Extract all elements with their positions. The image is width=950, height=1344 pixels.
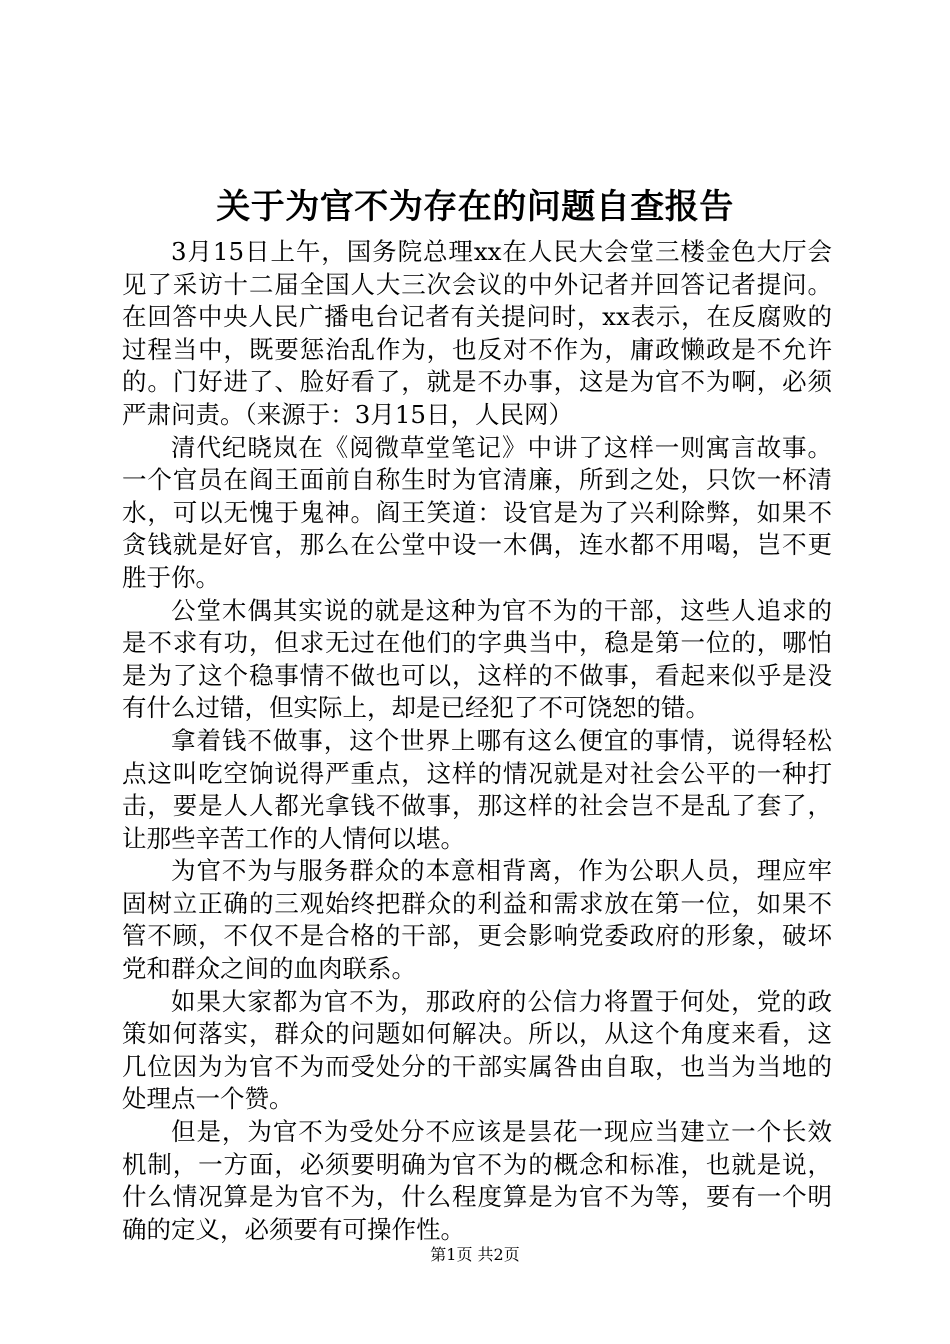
page-number-footer: 第1页 共2页	[430, 1245, 520, 1264]
paragraph: 3月15日上午，国务院总理xx在人民大会堂三楼金色大厅会见了采访十二届全国人大三次会议的中外记者并回答记者提问。在回答中央人民广播电台记者有关提问时，xx表示，在反腐败的过程当中，既要惩治乱作为，也反对不作为，庸政懒政是不允许的。门好进了、脸好看了，就是不办事，这是为官不为啊，必须严肃问责。（来源于：3月15日，人民网）	[122, 237, 832, 429]
paragraph: 公堂木偶其实说的就是这种为官不为的干部，这些人追求的是不求有功，但求无过在他们的字典当中，稳是第一位的，哪怕是为了这个稳事情不做也可以，这样的不做事，看起来似乎是没有什么过错，但实际上，却是已经犯了不可饶恕的错。	[122, 595, 832, 723]
document-title: 关于为官不为存在的问题自查报告	[216, 187, 734, 227]
paragraph: 清代纪晓岚在《阅微草堂笔记》中讲了这样一则寓言故事。一个官员在阎王面前自称生时为官清廉，所到之处，只饮一杯清水，可以无愧于鬼神。阎王笑道：设官是为了兴利除弊，如果不贪钱就是好官，那么在公堂中设一木偶，连水都不用喝，岂不更胜于你。	[122, 432, 832, 592]
paragraph: 但是，为官不为受处分不应该是昙花一现应当建立一个长效机制，一方面，必须要明确为官不为的概念和标准，也就是说，什么情况算是为官不为，什么程度算是为官不为等，要有一个明确的定义，必须要有可操作性。	[122, 1117, 832, 1244]
paragraph: 为官不为与服务群众的本意相背离，作为公职人员，理应牢固树立正确的三观始终把群众的利益和需求放在第一位，如果不管不顾，不仅不是合格的干部，更会影响党委政府的形象，破坏党和群众之间的血肉联系。	[122, 856, 832, 984]
paragraph: 如果大家都为官不为，那政府的公信力将置于何处，党的政策如何落实，群众的问题如何解决。所以，从这个角度来看，这几位因为为官不为而受处分的干部实属咎由自取，也当为当地的处理点一个赞。	[122, 986, 832, 1114]
document-body	[122, 236, 832, 1246]
paragraph: 拿着钱不做事，这个世界上哪有这么便宜的事情，说得轻松点这叫吃空饷说得严重点，这样的情况就是对社会公平的一种打击，要是人人都光拿钱不做事，那这样的社会岂不是乱了套了，让那些辛苦工作的人情何以堪。	[122, 725, 832, 853]
